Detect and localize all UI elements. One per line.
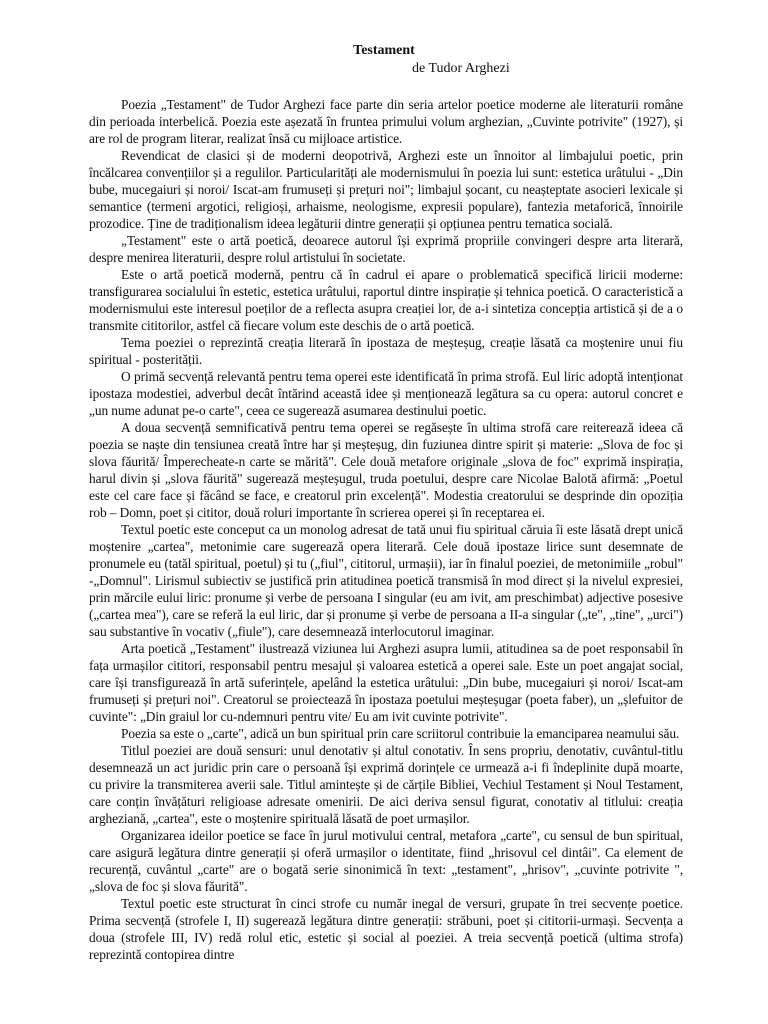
paragraph-8: Textul poetic este conceput ca un monolog adresat de tată unui fiu spiritual căruia îi este lăsată drept unică moștenire „cartea", metonimie care sugerează opera literară. Cele două ipostaze lirice sunt desemnate de pronumele eu (tatăl spiritual, poetul) și tu („fiul", cititorul, urmașii), iar în finalul poeziei, de metonimiile „robul" -„Domnul". Lirismul subiectiv se justifică prin atitudinea poetică transmisă în mod direct și la nivelul expresiei, prin mărcile eului liric: pronume și verbe de persoana I singular (eu am ivit, am preschimbat) adjective posesive („cartea mea"), care se referă la eul liric, dar și pronume și verbe de persoana a II-a singular („te", „tine", „urci") sau substantive în vocativ („fiule"), care desemnează interlocutorul imaginar. <box>89 522 683 639</box>
paragraph-10: Poezia sa este o „carte", adică un bun spiritual prin care scriitorul contribuie la emanciparea neamului său. <box>121 726 680 741</box>
paragraph-3: „Testament" este o artă poetică, deoarece autorul își exprimă propriile convingeri despre arta literară, despre menirea literaturii, despre rolul artistului în societate. <box>89 233 683 265</box>
paragraph-5: Tema poeziei o reprezintă creația literară în ipostaza de meșteșug, creație lăsată ca moștenire unui fiu spiritual - posterității. <box>89 335 683 367</box>
paragraph-9: Arta poetică „Testament" ilustrează viziunea lui Arghezi asupra lumii, atitudinea sa de poet responsabil în fața urmașilor cititori, responsabil pentru mesajul și valoarea estetică a operei sale. Este un poet angajat social, care își transfigurează în artă suferințele, apelând la estetica urâtului: „Din bube, mucegaiuri și noroi/ Iscat-am frumuseți și prețuri noi". Creatorul se proiectează în ipostaza poetului meșteșugar (poeta faber), un „șlefuitor de cuvinte": „Din graiul lor cu-ndemnuri pentru vite/ Eu am ivit cuvinte potrivite". <box>89 641 683 724</box>
document-body <box>89 96 683 963</box>
paragraph-4: Este o artă poetică modernă, pentru că în cadrul ei apare o problematică specifică liricii moderne: transfigurarea socialului în estetic, estetica urâtului, raportul dintre inspirație și tehnica poetică. O caracteristică a modernismului este interesul poeților de a reflecta asupra creației lor, de a-i sintetiza concepția artistică și de a o transmite cititorilor, astfel că fiecare volum este deschis de o artă poetică. <box>89 267 683 333</box>
paragraph-13: Textul poetic este structurat în cinci strofe cu număr inegal de versuri, grupate în trei secvențe poetice. Prima secvență (strofele I, II) sugerează legătura dintre generații: străbuni, poet și cititorii-urmași. Secvența a doua (strofele III, IV) redă rolul etic, estetic și social al poeziei. A treia secvență poetică (ultima strofa) reprezintă contopirea dintre <box>89 896 683 962</box>
paragraph-1: Poezia „Testament" de Tudor Arghezi face parte din seria artelor poetice moderne ale literaturii române din perioada interbelică. Poezia este așezată în fruntea primului volum arghezian, „Cuvinte potrivite" (1927), și are rol de program literar, realizat însă cu mijloace artistice. <box>89 97 683 146</box>
document-title: Testament <box>353 43 415 58</box>
document-author: de Tudor Arghezi <box>412 61 510 76</box>
paragraph-11: Titlul poeziei are două sensuri: unul denotativ și altul conotativ. În sens propriu, denotativ, cuvântul-titlu desemnează un act juridic prin care o persoană își exprimă dorințele ce urmează a-i fi îndeplinite după moarte, cu privire la transmiterea averii sale. Titlul amintește și de cărțile Bibliei, Vechiul Testament și Noul Testament, care conțin învățături religioase adresate omenirii. De aici deriva sensul figurat, conotativ al titlului: creația argheziană, „cartea", este o moștenire spirituală lăsată de poet urmașilor. <box>89 743 683 826</box>
paragraph-12: Organizarea ideilor poetice se face în jurul motivului central, metafora „carte", cu sensul de bun spiritual, care asigură legătura dintre generații și oferă urmașilor o identitate, fiind „hrisovul cel dintâi". Ca element de recurență, cuvântul „carte" are o bogată serie sinonimică în text: „testament", „hrisov", „cuvinte potrivite ", „slova de foc și slova făurită". <box>89 828 683 894</box>
paragraph-7: A doua secvență semnificativă pentru tema operei se regăsește în ultima strofă care reiterează ideea că poezia se naște din tensiunea creată între har și meșteșug, din fuziunea dintre spirit și materie: „Slova de foc și slova făurită/ Împerecheate-n carte se mărită". Cele două metafore originale „slova de foc" exprimă inspirația, harul divin și „slova făurită" sugerează meșteșugul, truda poetului, despre care Nicolae Balotă afirmă: „Poetul este cel care face și făcând se face, e creatorul prin excelență". Modestia creatorului se desprinde din opoziția rob – Domn, poet și cititor, două roluri importante în scrierea operei și în receptarea ei. <box>89 420 683 520</box>
paragraph-6: O primă secvență relevantă pentru tema operei este identificată în prima strofă. Eul liric adoptă intenționat ipostaza modestiei, adverbul decât întărind această idee și menționează legătura sa cu opera: autorul concret e „un nume adunat pe-o carte", ceea ce sugerează asumarea destinului poetic. <box>89 369 683 418</box>
paragraph-2: Revendicat de clasici și de moderni deopotrivă, Arghezi este un înnoitor al limbajului poetic, prin încălcarea convențiilor și a regulilor. Particularități ale modernismului în poezia lui sunt: estetica urâtului - „Din bube, mucegaiuri și noroi/ Iscat-am frumuseți și prețuri noi"; limbajul șocant, cu neașteptate asocieri lexicale și semantice (termeni argotici, religioși, arhaisme, neologisme, expresii populare), fantezia metaforică, înnoirile prozodice. Ține de tradiționalism ideea legăturii dintre generații și opțiunea pentru tematica socială. <box>89 148 683 231</box>
